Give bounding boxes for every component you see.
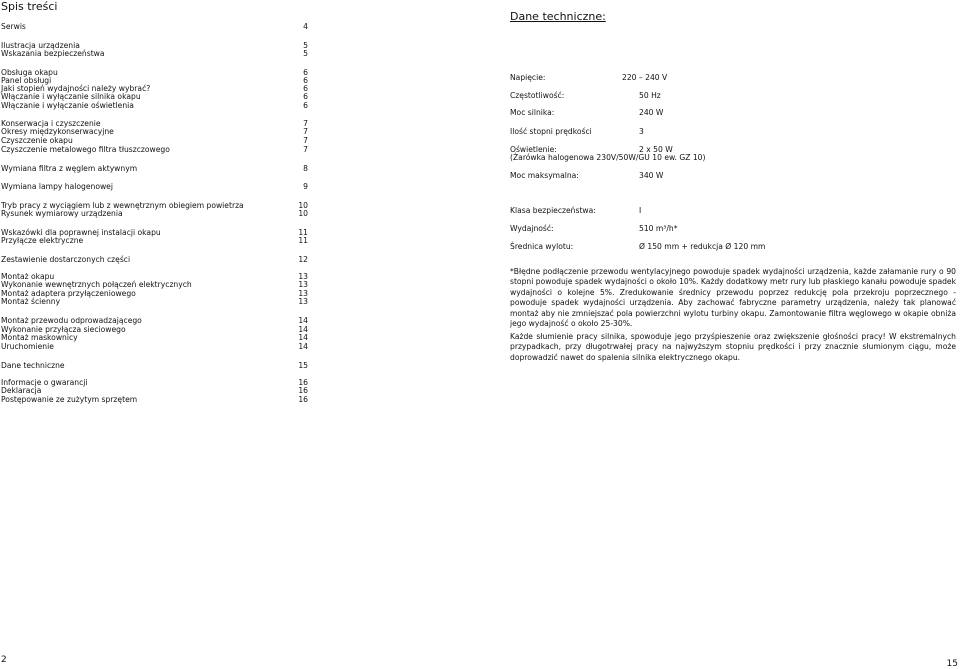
- spec-key: (Żarówka halogenowa 230V/50W/GU 10 ew. GZ 10): [510, 153, 706, 162]
- toc-entry-label: Okresy międzykonserwacyjne: [1, 127, 114, 136]
- toc-entry[interactable]: [1, 280, 308, 289]
- toc-entry-page: 11: [298, 228, 308, 237]
- page-number-right: 15: [946, 659, 958, 669]
- toc-entry-page: 6: [303, 92, 308, 101]
- spec-key: Średnica wylotu:: [510, 242, 574, 251]
- toc-entry-label: Panel obsługi: [1, 76, 52, 85]
- spec-key: Wydajność:: [510, 224, 554, 233]
- spec-key: Napięcie:: [510, 73, 546, 82]
- page-number-left: 2: [1, 655, 7, 665]
- toc-entry-label: Wykonanie wewnętrznych połączeń elektrycznych: [1, 280, 192, 289]
- toc-entry-label: Obsługa okapu: [1, 68, 58, 77]
- toc-entry[interactable]: [1, 127, 308, 136]
- toc-entry-page: 6: [303, 76, 308, 85]
- spec-value: I: [639, 206, 642, 215]
- spec-key: Moc silnika:: [510, 108, 555, 117]
- toc-entry[interactable]: [1, 333, 308, 342]
- spec-value: 50 Hz: [639, 91, 661, 100]
- toc-entry[interactable]: [1, 101, 308, 110]
- toc-entry-label: Postępowanie ze zużytym sprzętem: [1, 395, 138, 404]
- toc-entry-page: 6: [303, 101, 308, 110]
- toc-entry-label: Czyszczenie okapu: [1, 136, 73, 145]
- toc-entry-page: 9: [303, 182, 308, 191]
- toc-entry-label: Wymiana lampy halogenowej: [1, 182, 113, 191]
- toc-entry-page: 13: [298, 289, 308, 298]
- toc-entry[interactable]: [1, 361, 308, 370]
- toc-entry-page: 16: [298, 395, 308, 404]
- note-paragraph: Każde słumienie pracy silnika, spowoduje jego przyśpieszenie oraz zwiększenie głośności pracy! W ekstremalnych przypadkach, przy długotrwałej pracy na najwyższym stopniu prędkości i przy znacznie słumionym ciągu, może doprowadzić nawet do spalenia silnika elektrycznego okapu.: [510, 332, 956, 362]
- spec-value: 3: [639, 127, 644, 136]
- toc-entry[interactable]: [1, 164, 308, 173]
- toc-entry-page: 14: [298, 316, 308, 325]
- toc-entry-label: Serwis: [1, 22, 26, 31]
- toc-entry[interactable]: [1, 92, 308, 101]
- toc-entry-label: Jaki stopień wydajności należy wybrać?: [1, 84, 151, 93]
- toc-entry-label: Zestawienie dostarczonych części: [1, 255, 131, 264]
- toc-entry[interactable]: [1, 297, 308, 306]
- toc-entry-label: Deklaracja: [1, 386, 42, 395]
- note-paragraph: *Błędne podłączenie przewodu wentylacyjnego powoduje spadek wydajności urządzenia, każde załamanie rury o 90 stopni powoduje spadek wydajności o około 10%. Każdy dodatkowy metr rury lub płaskiego kanału powoduje spadek wydajności o kolejne 5%. Zredukowanie średnicy przewodu poprzez redukcję pola przekroju poprzecznego - powoduje spadek wydajności urządzenia. Aby zachować fabryczne parametry urządzenia, należy tak planować montaż aby nie zmniejszać pola powierzchni wylotu turbiny okapu. Zamontowanie filtra węglowego w okapie obniża jego wydajność o około 25-30%.: [510, 267, 956, 329]
- spec-row: [510, 153, 950, 162]
- toc-entry-label: Wskazówki dla poprawnej instalacji okapu: [1, 228, 161, 237]
- spec-value: 220 – 240 V: [622, 73, 668, 82]
- toc-entry-page: 10: [298, 209, 308, 218]
- toc-entry-label: Montaż przewodu odprowadzającego: [1, 316, 142, 325]
- toc-entry[interactable]: [1, 255, 308, 264]
- toc-entry[interactable]: [1, 182, 308, 191]
- toc-entry[interactable]: [1, 209, 308, 218]
- toc-entry-label: Rysunek wymiarowy urządzenia: [1, 209, 123, 218]
- toc-entry-label: Włączanie i wyłączanie silnika okapu: [1, 92, 141, 101]
- toc-entry-page: 5: [303, 41, 308, 50]
- toc-entry-label: Czyszczenie metalowego filtra tłuszczowego: [1, 145, 170, 154]
- spec-row: [510, 206, 950, 215]
- toc-entry[interactable]: [1, 49, 308, 58]
- spec-row: [510, 242, 950, 251]
- toc-entry-label: Wymiana filtra z węglem aktywnym: [1, 164, 138, 173]
- toc-entry[interactable]: [1, 386, 308, 395]
- toc-entry-page: 10: [298, 201, 308, 210]
- spec-key: Oświetlenie:: [510, 145, 557, 154]
- spec-row: [510, 127, 950, 136]
- toc-entry-page: 7: [303, 136, 308, 145]
- toc-entry-page: 16: [298, 386, 308, 395]
- toc-entry-page: 13: [298, 280, 308, 289]
- spec-key: Klasa bezpieczeństwa:: [510, 206, 596, 215]
- toc-entry-label: Montaż ścienny: [1, 297, 61, 306]
- toc-entry[interactable]: [1, 22, 308, 31]
- toc-entry-page: 12: [298, 255, 308, 264]
- toc-entry-label: Informacje o gwarancji: [1, 378, 88, 387]
- toc-entry[interactable]: [1, 145, 308, 154]
- toc-entry-page: 6: [303, 84, 308, 93]
- toc-entry-label: Montaż maskownicy: [1, 333, 78, 342]
- spec-row: [510, 91, 950, 100]
- toc-entry-page: 7: [303, 127, 308, 136]
- toc-entry-label: Tryb pracy z wyciągiem lub z wewnętrznym obiegiem powietrza: [1, 201, 244, 210]
- toc-entry-label: Wskazania bezpieczeństwa: [1, 49, 105, 58]
- spec-key: Częstotliwość:: [510, 91, 565, 100]
- toc-entry-page: 15: [298, 361, 308, 370]
- toc-entry[interactable]: [1, 342, 308, 351]
- specs-title: Dane techniczne:: [510, 10, 606, 23]
- spec-row: [510, 73, 950, 82]
- toc-entry-label: Przyłącze elektryczne: [1, 236, 84, 245]
- toc-entry-page: 14: [298, 342, 308, 351]
- toc-entry-page: 14: [298, 325, 308, 334]
- toc-entry-page: 16: [298, 378, 308, 387]
- spec-row: [510, 224, 950, 233]
- toc-entry-page: 5: [303, 49, 308, 58]
- toc-entry-page: 14: [298, 333, 308, 342]
- toc-entry[interactable]: [1, 136, 308, 145]
- toc-entry-page: 13: [298, 297, 308, 306]
- spec-row: [510, 108, 950, 117]
- toc-entry-label: Wykonanie przyłącza sieciowego: [1, 325, 126, 334]
- toc-title: Spis treści: [1, 0, 58, 13]
- spec-value: 510 m³/h*: [639, 224, 678, 233]
- toc-entry-label: Konserwacja i czyszczenie: [1, 119, 101, 128]
- spec-value: 340 W: [639, 171, 664, 180]
- toc-entry[interactable]: [1, 395, 308, 404]
- spec-key: Ilość stopni prędkości: [510, 127, 592, 136]
- toc-entry-page: 7: [303, 119, 308, 128]
- toc-entry-page: 7: [303, 145, 308, 154]
- toc-entry-label: Dane techniczne: [1, 361, 65, 370]
- spec-row: [510, 171, 950, 180]
- spec-key: Moc maksymalna:: [510, 171, 579, 180]
- toc-entry-page: 11: [298, 236, 308, 245]
- toc-entry-page: 8: [303, 164, 308, 173]
- toc-entry-label: Włączanie i wyłączanie oświetlenia: [1, 101, 134, 110]
- spec-value: 2 x 50 W: [639, 145, 673, 154]
- toc-entry-page: 6: [303, 68, 308, 77]
- toc-entry-page: 4: [303, 22, 308, 31]
- toc-entry[interactable]: [1, 316, 308, 325]
- toc-entry-label: Ilustracja urządzenia: [1, 41, 80, 50]
- toc-entry[interactable]: [1, 236, 308, 245]
- toc-entry-label: Montaż okapu: [1, 272, 55, 281]
- spec-value: Ø 150 mm + redukcja Ø 120 mm: [639, 242, 766, 251]
- toc-entry-label: Montaż adaptera przyłączeniowego: [1, 289, 136, 298]
- toc-entry-page: 13: [298, 272, 308, 281]
- spec-value: 240 W: [639, 108, 664, 117]
- toc-entry-label: Uruchomienie: [1, 342, 54, 351]
